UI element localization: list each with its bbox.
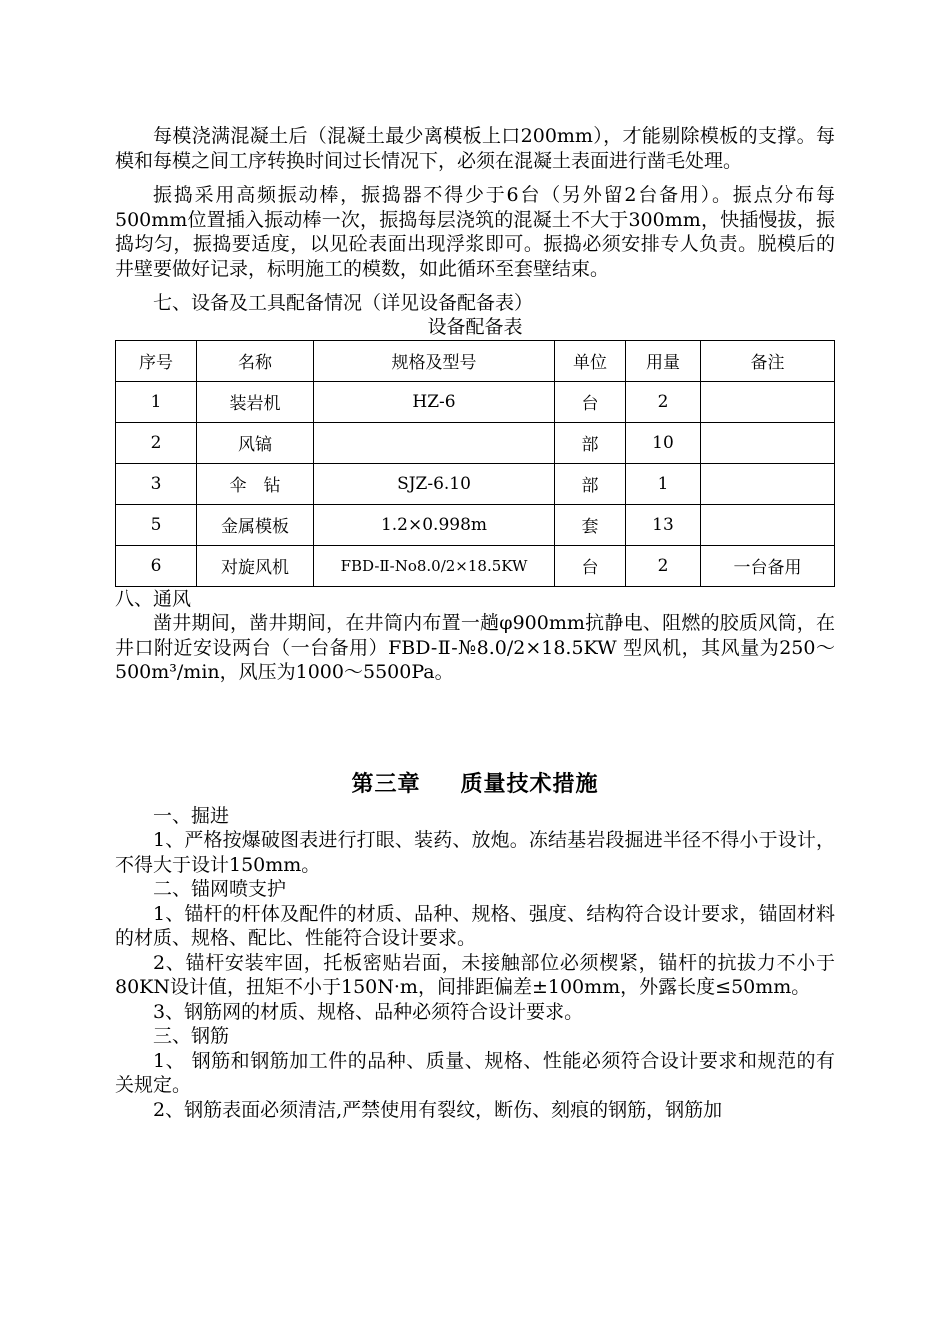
table-cell: 13 [626, 504, 701, 545]
table-cell: 部 [555, 463, 626, 504]
subheading-anchor-support: 二、锚网喷支护 [153, 878, 287, 900]
header-cell: 规格及型号 [314, 340, 555, 381]
chapter-title [115, 767, 835, 798]
chapter-name: 质量技术措施 [460, 771, 599, 797]
table-cell: 一台备用 [701, 545, 835, 586]
table-row [116, 545, 835, 586]
subheading-rebar: 三、钢筋 [153, 1025, 230, 1047]
header-cell: 单位 [555, 340, 626, 381]
table-cell: HZ-6 [314, 381, 555, 422]
table-row [116, 422, 835, 463]
table-row [116, 381, 835, 422]
subheading-excavation: 一、掘进 [153, 804, 230, 827]
table-row [116, 504, 835, 545]
paragraph-vibration: 振捣采用高频振动棒，振捣器不得少于6台（另外留2台备用）。振点分布每500mm位置插入振动棒一次，振捣每层浇筑的混凝土不大于300mm，快插慢拔，振捣均匀，振捣要适度，以见砼表面出现浮浆即可。振捣必须安排专人负责。脱模后的井壁要做好记录，标明施工的模数，如此循环至套壁结束。 [115, 184, 835, 280]
paragraph-anchor-3: 3、钢筋网的材质、规格、品种必须符合设计要求。 [153, 1000, 584, 1023]
table-caption: 设备配备表 [427, 315, 523, 338]
paragraph-formwork: 每模浇满混凝土后（混凝土最少离模板上口200mm），才能剔除模板的支撑。每模和每模之间工序转换时间过长情况下，必须在混凝土表面进行凿毛处理。 [115, 125, 835, 172]
table-cell [701, 381, 835, 422]
table-cell [701, 422, 835, 463]
table-cell: 5 [116, 504, 197, 545]
header-cell: 用量 [626, 340, 701, 381]
header-cell: 序号 [116, 340, 197, 381]
table-cell: SJZ-6.10 [314, 463, 555, 504]
table-cell: 1.2×0.998m [314, 504, 555, 545]
table-cell: 伞 钻 [197, 463, 314, 504]
table-cell [314, 422, 555, 463]
table-cell: 2 [116, 422, 197, 463]
equipment-table [115, 340, 835, 587]
paragraph-anchor-1: 1、锚杆的杆体及配件的材质、品种、规格、强度、结构符合设计要求，锚固材料的材质、规格、配比、性能符合设计要求。 [115, 902, 835, 949]
table-cell: 风镐 [197, 422, 314, 463]
paragraph-ventilation: 凿井期间，凿井期间，在井筒内布置一趟φ900mm抗静电、阻燃的胶质风筒，在井口附近安设两台（一台备用）FBD-Ⅱ-№8.0/2×18.5KW 型风机，其风量为250～500m³/min，风压为1000～5500Pa。 [115, 612, 835, 683]
paragraph-excavation-1: 1、严格按爆破图表进行打眼、装药、放炮。冻结基岩段掘进半径不得小于设计，不得大于设计150mm。 [115, 829, 835, 876]
table-cell: 套 [555, 504, 626, 545]
paragraph-rebar-1: 1、 钢筋和钢筋加工件的品种、质量、规格、性能必须符合设计要求和规范的有关规定。 [115, 1049, 835, 1096]
paragraph-rebar-2: 2、钢筋表面必须清洁,严禁使用有裂纹，断伤、刻痕的钢筋，钢筋加 [153, 1098, 723, 1121]
table-cell: 装岩机 [197, 381, 314, 422]
section-7-heading: 七、设备及工具配备情况（详见设备配备表） [153, 292, 534, 314]
paragraph-anchor-2: 2、锚杆安装牢固，托板密贴岩面，未接触部位必须楔紧，锚杆的抗拔力不小于80KN设计值，扭矩不小于150N·m，间排距偏差±100mm，外露长度≤50mm。 [115, 951, 835, 998]
table-cell: 台 [555, 545, 626, 586]
table-cell: 6 [116, 545, 197, 586]
table-row [116, 463, 835, 504]
table-header-row [116, 340, 835, 381]
table-cell: 台 [555, 381, 626, 422]
table-cell: 对旋风机 [197, 545, 314, 586]
document-page [115, 124, 835, 1122]
table-cell: 2 [626, 381, 701, 422]
chapter-number: 第三章 [351, 771, 421, 797]
header-cell: 名称 [197, 340, 314, 381]
table-cell: 1 [116, 381, 197, 422]
table-cell: 1 [626, 463, 701, 504]
table-cell: 部 [555, 422, 626, 463]
table-cell [701, 463, 835, 504]
header-cell: 备注 [701, 340, 835, 381]
table-cell [701, 504, 835, 545]
table-cell: 2 [626, 545, 701, 586]
section-8-heading: 八、通风 [115, 587, 192, 610]
chapter-body [115, 804, 835, 1123]
table-cell: 金属模板 [197, 504, 314, 545]
table-cell: 10 [626, 422, 701, 463]
table-cell: 3 [116, 463, 197, 504]
table-cell: FBD-Ⅱ-No8.0/2×18.5KW [314, 545, 555, 586]
